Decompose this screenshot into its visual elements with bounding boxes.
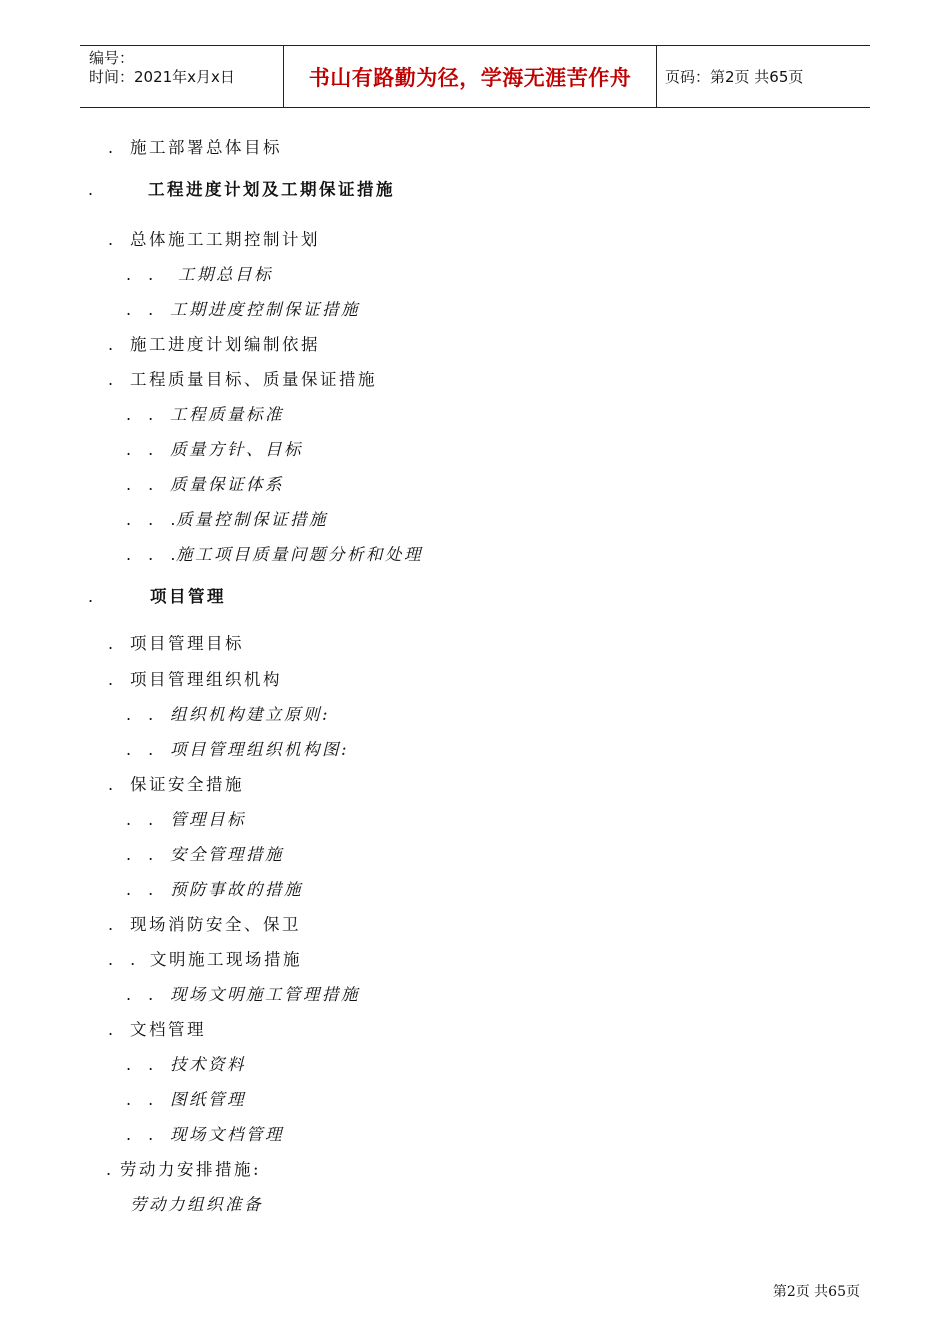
toc-entry[interactable] — [0, 632, 950, 656]
toc-entry[interactable] — [0, 136, 950, 160]
toc-entry[interactable] — [0, 263, 950, 287]
toc-entry-title: 图纸管理 — [170, 1090, 246, 1109]
toc-dot-leader — [284, 136, 854, 160]
toc-entry-title: 工程质量标准 — [170, 405, 284, 424]
toc-dot-leader — [397, 178, 854, 202]
toc-entry[interactable] — [0, 228, 950, 252]
toc-entry[interactable] — [0, 703, 950, 727]
toc-entry-title: 质量保证体系 — [170, 475, 284, 494]
toc-entry-title: 保证安全措施 — [130, 775, 244, 794]
toc-entry-title: 现场消防安全、保卫 — [130, 915, 301, 934]
toc-entry-title: 工程质量目标、质量保证措施 — [130, 370, 377, 389]
toc-entry-title: 劳动力安排措施: — [120, 1160, 262, 1179]
toc-entry[interactable] — [0, 773, 950, 797]
toc-entry-number: . — [108, 775, 120, 794]
toc-dot-leader — [263, 1158, 854, 1182]
toc-entry[interactable] — [0, 808, 950, 832]
toc-entry[interactable] — [0, 738, 950, 762]
toc-entry-number: . . — [126, 405, 160, 424]
toc-dot-leader — [246, 773, 854, 797]
toc-entry[interactable] — [0, 1193, 950, 1217]
toc-dot-leader — [379, 368, 854, 392]
toc-entry-number: . . — [126, 300, 160, 319]
toc-entry[interactable] — [0, 668, 950, 692]
toc-dot-leader — [248, 1053, 854, 1077]
toc-dot-leader — [322, 228, 854, 252]
toc-entry-number: . . — [126, 265, 160, 284]
toc-dot-leader — [284, 668, 854, 692]
toc-dot-leader — [286, 473, 854, 497]
toc-entry-number: . . — [126, 985, 160, 1004]
toc-entry-title: 文档管理 — [130, 1020, 206, 1039]
toc-entry[interactable] — [0, 1158, 950, 1182]
toc-dot-leader — [362, 983, 854, 1007]
toc-entry-title: 管理目标 — [170, 810, 246, 829]
header-page-code: 页码：第2页 共65页 — [665, 68, 804, 86]
toc-entry-title: 项目管理 — [150, 587, 226, 606]
toc-dot-leader — [304, 948, 854, 972]
toc-dot-leader — [248, 808, 854, 832]
toc-entry-number: . — [108, 370, 120, 389]
toc-entry-title: 现场文明施工管理措施 — [170, 985, 360, 1004]
toc-entry-number: . — [88, 587, 100, 606]
toc-entry[interactable] — [0, 298, 950, 322]
toc-entry[interactable] — [0, 333, 950, 357]
toc-entry-title: 组织机构建立原则: — [170, 705, 331, 724]
toc-dot-leader — [286, 1123, 854, 1147]
toc-dot-leader — [332, 703, 854, 727]
toc-entry[interactable] — [0, 585, 950, 609]
toc-entry-title: 文明施工现场措施 — [150, 950, 302, 969]
toc-entry[interactable] — [0, 543, 950, 567]
toc-entry-number: . — [108, 230, 120, 249]
toc-entry[interactable] — [0, 368, 950, 392]
toc-entry-title: 预防事故的措施 — [170, 880, 303, 899]
toc-entry[interactable] — [0, 1018, 950, 1042]
toc-entry-number: . . — [126, 475, 160, 494]
toc-entry-title: 施工项目质量问题分析和处理 — [176, 545, 423, 564]
toc-entry-number: . . — [126, 810, 160, 829]
toc-entry[interactable] — [0, 178, 950, 202]
toc-dot-leader — [265, 1193, 854, 1217]
footer-page-number: 第2页 共65页 — [772, 1284, 860, 1300]
toc-dot-leader — [303, 913, 854, 937]
toc-dot-leader — [286, 403, 854, 427]
toc-entry-title: 技术资料 — [170, 1055, 246, 1074]
toc-entry-title: 施工进度计划编制依据 — [130, 335, 320, 354]
document-number-label: 编号： — [89, 49, 135, 67]
toc-dot-leader — [305, 878, 854, 902]
toc-entry[interactable] — [0, 1123, 950, 1147]
toc-entry[interactable] — [0, 843, 950, 867]
document-time-label: 时间：2021年x月x日 — [89, 68, 235, 86]
page-header — [80, 45, 870, 108]
toc-dot-leader — [322, 333, 854, 357]
toc-entry-number: . . — [126, 880, 160, 899]
toc-entry[interactable] — [0, 473, 950, 497]
toc-dot-leader — [330, 508, 854, 532]
toc-entry-number: . — [108, 634, 120, 653]
toc-entry[interactable] — [0, 948, 950, 972]
toc-entry-number: . . — [126, 705, 160, 724]
toc-entry-number: . . — [126, 1090, 160, 1109]
toc-entry-number: . — [108, 1020, 120, 1039]
toc-entry-title: 项目管理目标 — [130, 634, 244, 653]
toc-dot-leader — [208, 1018, 854, 1042]
toc-entry-number: . . — [126, 845, 160, 864]
toc-entry-number: . . — [126, 440, 160, 459]
toc-entry-number: . . . — [126, 510, 182, 529]
toc-dot-leader — [305, 438, 854, 462]
toc-entry[interactable] — [0, 508, 950, 532]
toc-entry-title: 施工部署总体目标 — [130, 138, 282, 157]
toc-entry-title: 工期总目标 — [178, 265, 273, 284]
toc-dot-leader — [286, 843, 854, 867]
toc-dot-leader — [228, 585, 854, 609]
toc-entry[interactable] — [0, 438, 950, 462]
toc-entry-title: 工程进度计划及工期保证措施 — [148, 180, 395, 199]
toc-entry[interactable] — [0, 913, 950, 937]
toc-dot-leader — [351, 738, 854, 762]
toc-entry-title: 质量控制保证措施 — [176, 510, 328, 529]
toc-entry-title: 现场文档管理 — [170, 1125, 284, 1144]
toc-entry-title: 总体施工工期控制计划 — [130, 230, 320, 249]
toc-entry-number: . — [108, 138, 120, 157]
toc-dot-leader — [275, 263, 854, 287]
toc-entry[interactable] — [0, 878, 950, 902]
toc-dot-leader — [246, 632, 854, 656]
header-info-cell — [80, 46, 284, 107]
toc-entry-title: 项目管理组织机构图: — [170, 740, 350, 759]
toc-entry-title: 劳动力组织准备 — [130, 1195, 263, 1214]
header-motto: 书山有路勤为径，学海无涯苦作舟 — [308, 65, 632, 90]
header-page-cell — [657, 46, 870, 107]
toc-entry-number: . . — [126, 740, 160, 759]
toc-entry[interactable] — [0, 1053, 950, 1077]
toc-entry-title: 安全管理措施 — [170, 845, 284, 864]
toc-entry-number: . . — [108, 950, 142, 969]
toc-entry-number: . — [108, 670, 120, 689]
toc-dot-leader — [248, 1088, 854, 1112]
toc-entry-title: 工期进度控制保证措施 — [170, 300, 360, 319]
toc-entry-number: . — [106, 1160, 118, 1179]
toc-entry[interactable] — [0, 983, 950, 1007]
toc-dot-leader — [425, 543, 854, 567]
toc-entry-number: . . . — [126, 545, 182, 564]
toc-entry-title: 质量方针、目标 — [170, 440, 303, 459]
toc-entry-number: . . — [126, 1055, 160, 1074]
toc-entry-number: . — [88, 180, 100, 199]
toc-entry[interactable] — [0, 403, 950, 427]
toc-entry-number: . — [108, 915, 120, 934]
toc-dot-leader — [362, 298, 854, 322]
header-motto-cell — [284, 46, 657, 107]
toc-entry-title: 项目管理组织机构 — [130, 670, 282, 689]
toc-entry[interactable] — [0, 1088, 950, 1112]
toc-entry-number: . — [108, 335, 120, 354]
toc-entry-number: . . — [126, 1125, 160, 1144]
